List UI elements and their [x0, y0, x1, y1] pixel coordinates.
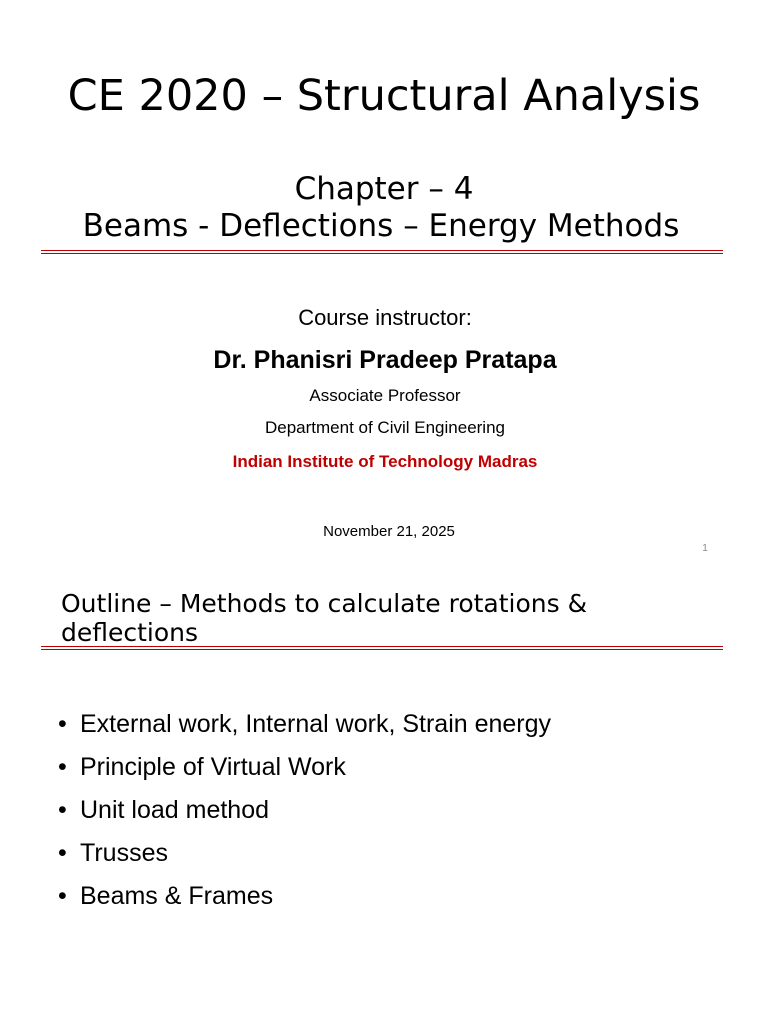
list-item-text: Principle of Virtual Work	[80, 753, 346, 781]
list-item-text: Trusses	[80, 839, 168, 867]
bullet-icon: •	[58, 710, 67, 738]
instructor-label: Course instructor:	[298, 305, 472, 330]
chapter-subtitle: Beams - Deflections – Energy Methods	[82, 208, 680, 244]
list-item	[58, 703, 551, 746]
bullet-icon: •	[58, 753, 67, 781]
list-item-text: Unit load method	[80, 796, 270, 824]
bullet-icon: •	[58, 839, 67, 867]
list-item	[58, 875, 551, 918]
slide-date: November 21, 2025	[323, 523, 455, 540]
outline-title: Outline – Methods to calculate rotations & deflections	[61, 589, 588, 647]
department-name: Department of Civil Engineering	[264, 418, 505, 437]
instructor-position: Associate Professor	[309, 386, 461, 405]
title-divider	[41, 250, 723, 254]
list-item	[58, 832, 551, 875]
chapter-heading: Chapter – 4	[294, 171, 474, 207]
bullet-icon: •	[58, 882, 67, 910]
outline-bullet-list	[58, 703, 551, 918]
institute-name: Indian Institute of Technology Madras	[232, 452, 538, 471]
instructor-name: Dr. Phanisri Pradeep Pratapa	[213, 346, 557, 374]
list-item-text: External work, Internal work, Strain energy	[80, 710, 552, 738]
outline-divider	[41, 646, 723, 650]
course-title: CE 2020 – Structural Analysis	[67, 71, 701, 121]
bullet-icon: •	[58, 796, 67, 824]
list-item-text: Beams & Frames	[80, 882, 274, 910]
list-item	[58, 789, 551, 832]
page-number: 1	[702, 543, 708, 554]
list-item	[58, 746, 551, 789]
